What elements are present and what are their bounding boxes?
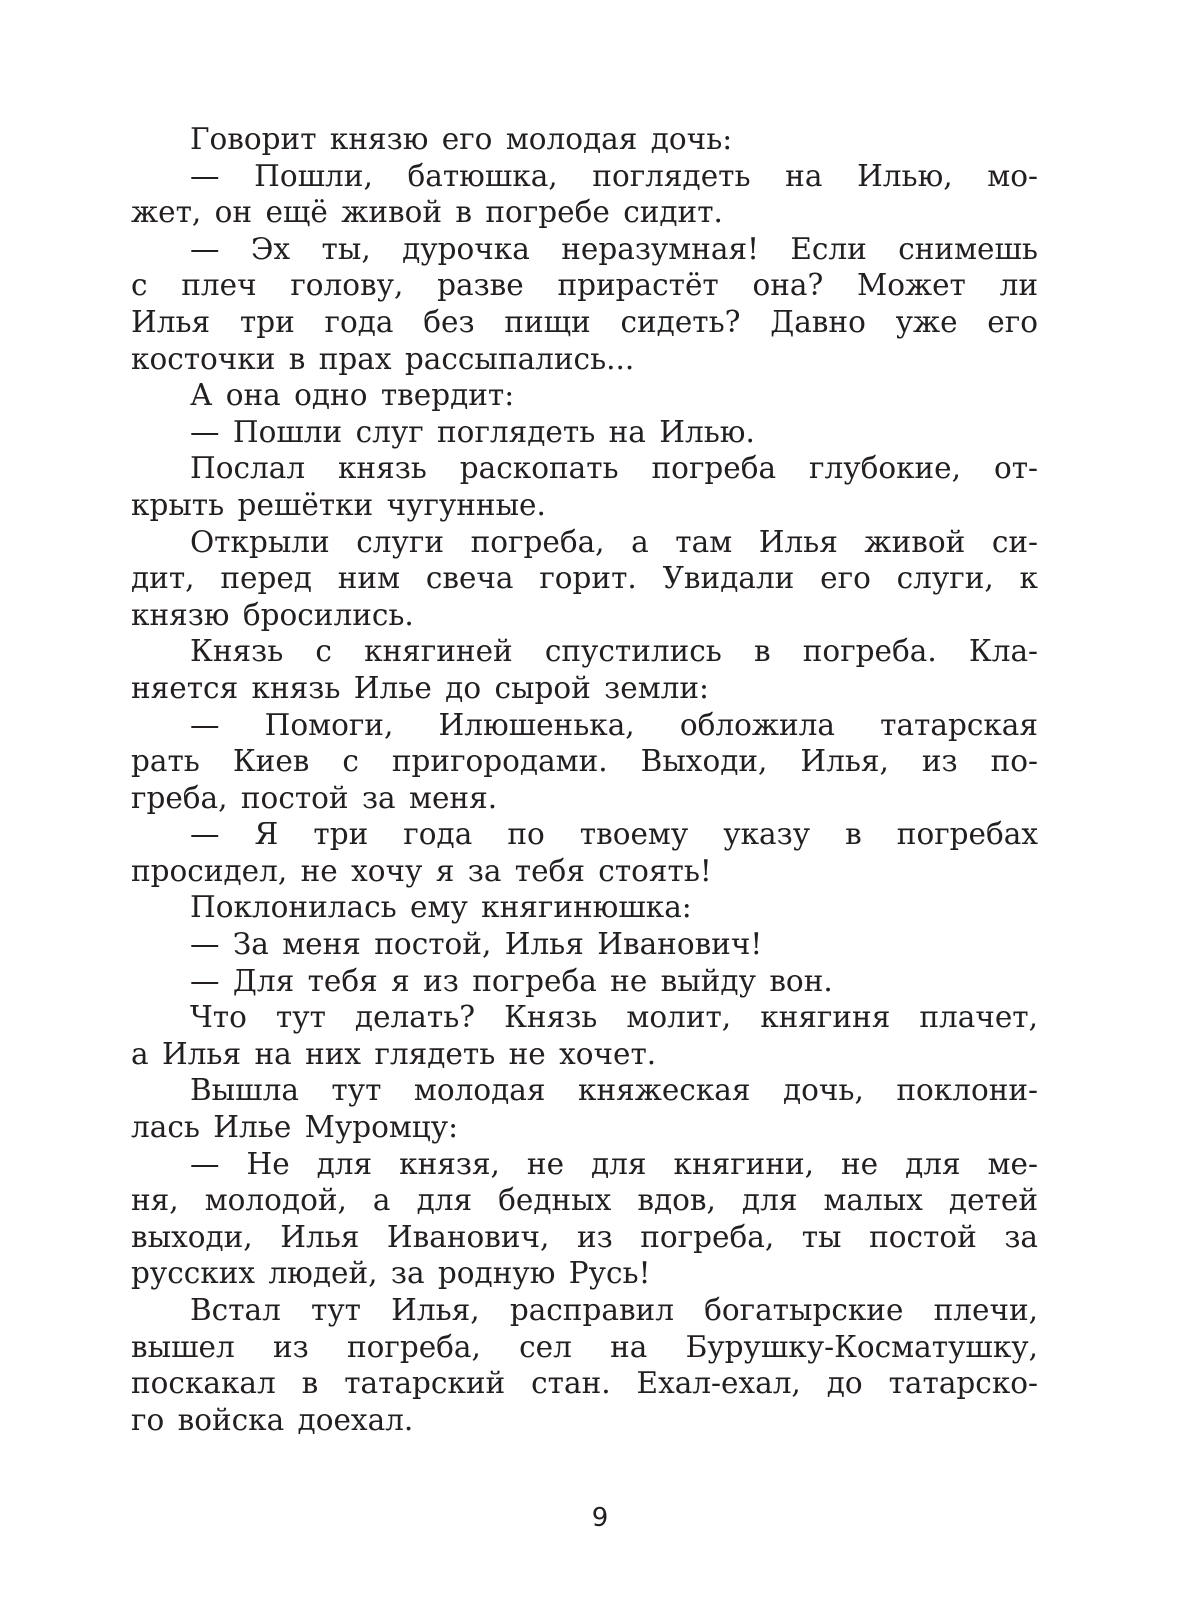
- text-line: Вышла тут молодая княжеская дочь, поклони-: [190, 1073, 1038, 1108]
- text-line: косточки в прах рассыпались...: [131, 341, 635, 376]
- text-line: няется князь Илье до сырой земли:: [131, 670, 709, 705]
- text-line: рать Киев с пригородами. Выходи, Илья, из по-: [131, 744, 1038, 779]
- text-line: го войска доехал.: [131, 1402, 414, 1437]
- text-line: Открыли слуги погреба, а там Илья живой си-: [190, 524, 1038, 559]
- text-line: с плеч голову, разве прирастёт она? Может ли: [131, 268, 1038, 303]
- text-line: — Пошли слуг поглядеть на Илью.: [190, 414, 755, 449]
- text-line: Встал тут Илья, расправил богатырские плечи,: [190, 1293, 1038, 1327]
- page-number: 9: [591, 1503, 609, 1533]
- text-line: А она одно твердит:: [190, 378, 515, 413]
- text-line: — Для тебя я из погреба не выйду вон.: [190, 963, 833, 998]
- text-line: Илья три года без пищи сидеть? Давно уже его: [131, 304, 1038, 339]
- text-line: Говорит князю его молодая дочь:: [190, 122, 733, 156]
- text-line: — Помоги, Илюшенька, обложила татарская: [190, 707, 1038, 742]
- text-line: крыть решётки чугунные.: [131, 487, 546, 522]
- text-line: ня, молодой, а для бедных вдов, для малых детей: [131, 1183, 1038, 1218]
- body-text: [131, 121, 1038, 1438]
- text-line: Поклонилась ему княгинюшка:: [190, 890, 692, 925]
- text-line: просидел, не хочу я за тебя стоять!: [131, 853, 712, 888]
- text-line: Князь с княгиней спустились в погреба. Кла-: [190, 634, 1038, 669]
- text-line: лась Илье Муромцу:: [131, 1110, 459, 1145]
- text-line: греба, постой за меня.: [131, 780, 498, 815]
- text-line: вышел из погреба, сел на Бурушку-Косматушку,: [131, 1329, 1038, 1364]
- text-line: поскакал в татарский стан. Ехал-ехал, до татарско-: [131, 1366, 1038, 1401]
- text-line: — Не для князя, не для княгини, не для ме-: [190, 1146, 1038, 1181]
- text-line: — За меня постой, Илья Иванович!: [190, 927, 763, 962]
- text-line: — Пошли, батюшка, поглядеть на Илью, мо-: [190, 158, 1038, 193]
- text-line: дит, перед ним свеча горит. Увидали его слуги, к: [131, 561, 1038, 596]
- text-line: Послал князь раскопать погреба глубокие, от-: [190, 451, 1038, 486]
- text-line: — Эх ты, дурочка неразумная! Если снимешь: [190, 231, 1038, 266]
- text-line: русских людей, за родную Русь!: [131, 1256, 651, 1291]
- text-line: жет, он ещё живой в погребе сидит.: [131, 195, 723, 230]
- text-line: князю бросились.: [131, 597, 414, 632]
- text-line: выходи, Илья Иванович, из погреба, ты постой за: [131, 1219, 1038, 1254]
- text-line: Что тут делать? Князь молит, княгиня плачет,: [190, 1000, 1038, 1035]
- text-line: — Я три года по твоему указу в погребах: [190, 817, 1038, 852]
- text-line: а Илья на них глядеть не хочет.: [131, 1036, 657, 1071]
